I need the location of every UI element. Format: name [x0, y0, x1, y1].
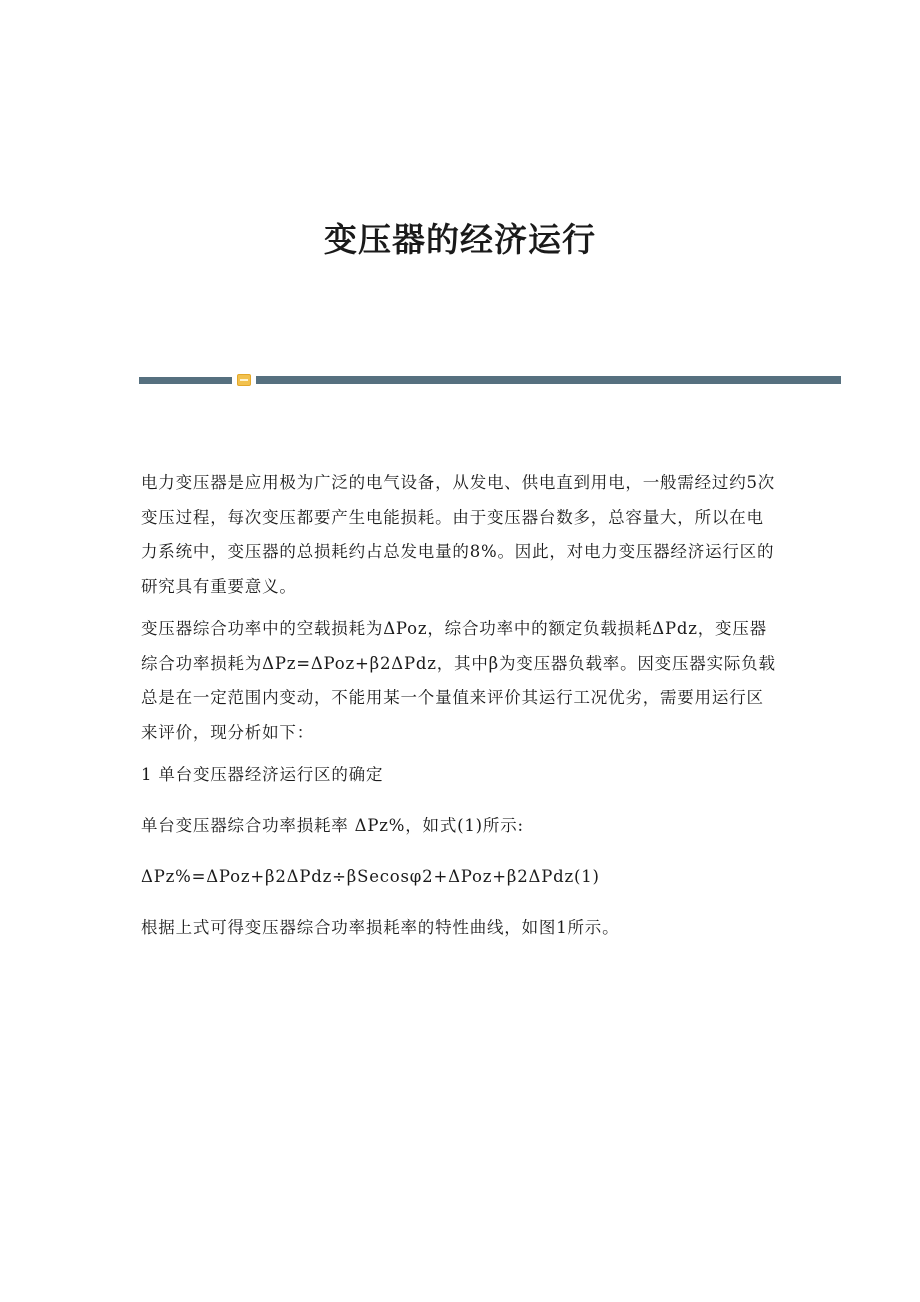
document-body — [141, 466, 781, 962]
figure-reference: 根据上式可得变压器综合功率损耗率的特性曲线，如图1所示。 — [141, 918, 620, 937]
paragraph-intro: 电力变压器是应用极为广泛的电气设备，从发电、供电直到用电，一般需经过约5次变压过程，每次变压都要产生电能损耗。由于变压器台数多，总容量大，所以在电力系统中，变压器的总损耗约占总发电量的8%。因此，对电力变压器经济运行区的研究具有重要意义。 — [141, 473, 776, 596]
formula: ΔPz%=ΔPoz+β2ΔPdz÷βSecosφ2+ΔPoz+β2ΔPdz(1) — [141, 867, 600, 886]
formula-intro: 单台变压器综合功率损耗率 ΔPz%，如式(1)所示: — [141, 816, 524, 835]
title-divider — [139, 374, 841, 386]
divider-ornament-icon — [237, 374, 251, 386]
divider-bar-right — [256, 376, 841, 384]
divider-bar-left — [139, 377, 232, 384]
paragraph-loss-definition: 变压器综合功率中的空载损耗为ΔPoz，综合功率中的额定负载损耗ΔPdz，变压器综合功率损耗为ΔPz=ΔPoz+β2ΔPdz，其中β为变压器负载率。因变压器实际负载总是在一定范围内变动，不能用某一个量值来评价其运行工况优劣，需要用运行区来评价，现分析如下： — [141, 619, 776, 742]
section-heading: 1 单台变压器经济运行区的确定 — [141, 765, 384, 784]
document-title: 变压器的经济运行 — [324, 220, 596, 259]
